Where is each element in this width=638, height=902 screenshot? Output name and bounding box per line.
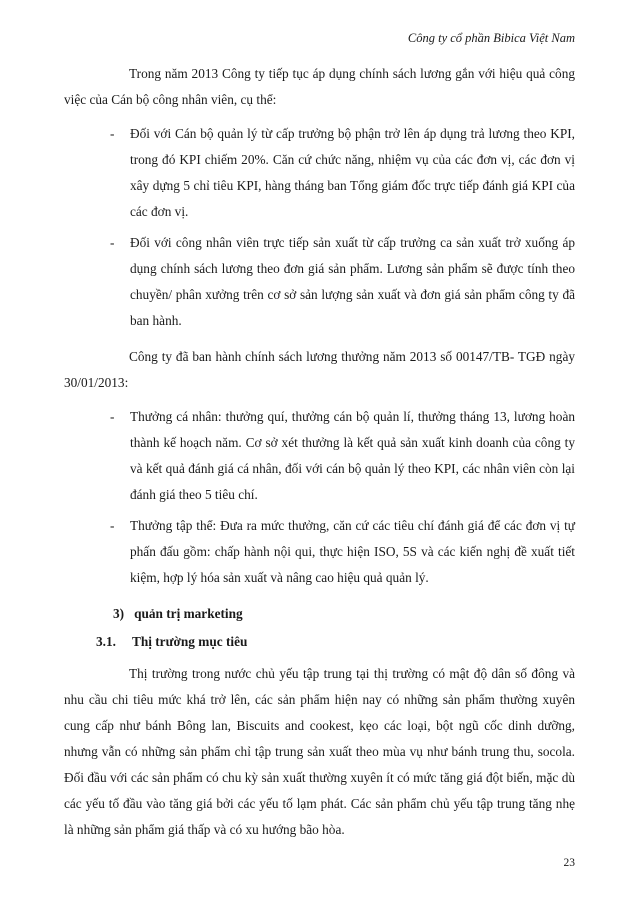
bullet-marker: -	[110, 126, 115, 141]
salary-policy-list	[64, 121, 575, 334]
paragraph-salary-policy-intro: Trong năm 2013 Công ty tiếp tục áp dụng chính sách lương gắn với hiệu quả công việc của Cán bộ công nhân viên, cụ thể:	[64, 66, 575, 107]
page-header-company: Công ty cổ phần Bibica Việt Nam	[407, 31, 575, 45]
list-item-text: Thưởng cá nhân: thưởng quí, thưởng cán bộ quản lí, thưởng tháng 13, lương hoàn thành kế hoạch năm. Cơ sở xét thưởng là kết quả sản xuất kinh doanh của công ty và kết quả đánh giá cá nhân, đối với cán bộ quản lý theo KPI, các nhân viên còn lại đánh giá theo 5 tiêu chí.	[130, 409, 575, 502]
bullet-marker: -	[110, 235, 115, 250]
list-item	[64, 404, 575, 508]
section-heading-marketing	[64, 601, 575, 627]
section-heading-number: 3)	[113, 606, 125, 621]
list-item	[64, 513, 575, 591]
list-item-text: Đối với Cán bộ quản lý từ cấp trưởng bộ phận trở lên áp dụng trả lương theo KPI, trong đó KPI chiếm 20%. Căn cứ chức năng, nhiệm vụ của các đơn vị, các đơn vị xây dựng 5 chỉ tiêu KPI, hàng tháng ban Tổng giám đốc trực tiếp đánh giá KPI của các đơn vị.	[130, 126, 575, 219]
section-heading-label: quản trị marketing	[134, 606, 243, 621]
subsection-heading-label: Thị trường mục tiêu	[131, 634, 248, 649]
bullet-marker: -	[110, 409, 115, 424]
page-number: 23	[563, 857, 575, 869]
list-item	[64, 121, 575, 225]
list-item-text: Thưởng tập thể: Đưa ra mức thưởng, căn cứ các tiêu chí đánh giá để các đơn vị tự phấn đấu gồm: chấp hành nội qui, thực hiện ISO, 5S và các kiến nghị đề xuất tiết kiệm, hợp lý hóa sản xuất và nâng cao hiệu quả quản lý.	[130, 518, 575, 585]
list-item-text: Đối với công nhân viên trực tiếp sản xuất từ cấp trưởng ca sản xuất trở xuống áp dụng chính sách lương theo đơn giá sản phẩm. Lương sản phẩm sẽ được tính theo chuyền/ phân xưởng trên cơ sở sản lượng sản xuất và đơn giá sản phẩm công ty đã ban hành.	[130, 235, 575, 328]
subsection-heading-number: 3.1.	[96, 634, 116, 649]
subsection-heading-target-market	[64, 629, 575, 655]
paragraph-target-market: Thị trường trong nước chủ yếu tập trung tại thị trường có mật độ dân số đông và nhu cầu chi tiêu mức khá trở lên, các sản phẩm hiện nay có những sản phẩm thường xuyên cung cấp như bánh Bông lan, Biscuits and cookest, kẹo các loại, bột ngũ cốc dinh dưỡng, nhưng vẫn có những sản phẩm chỉ tập trung sản xuất theo mùa vụ như bánh trung thu, socola. Đối đầu với các sản phẩm có chu kỳ sản xuất thường xuyên ít có mức tăng giá đột biến, mặc dù các yếu tố đầu vào tăng giá bởi các yếu tố lạm phát. Các sản phẩm chủ yếu tập trung tăng nhẹ là những sản phẩm giá thấp và có xu hướng bão hòa.	[64, 666, 575, 837]
bonus-policy-list	[64, 404, 575, 591]
list-item	[64, 230, 575, 334]
bullet-marker: -	[110, 518, 115, 533]
paragraph-bonus-policy-intro: Công ty đã ban hành chính sách lương thưởng năm 2013 số 00147/TB- TGĐ ngày 30/01/2013:	[64, 349, 575, 390]
